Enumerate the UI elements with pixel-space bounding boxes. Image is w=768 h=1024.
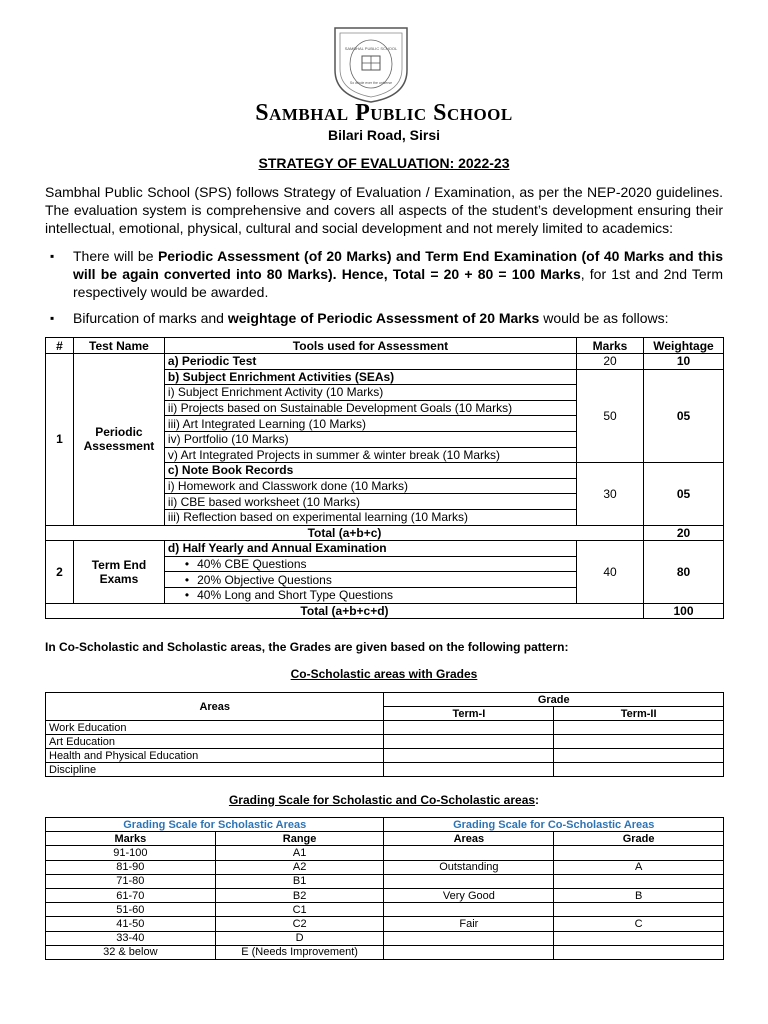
- row-number: 1: [46, 354, 74, 526]
- marks-cell: 91-100: [46, 846, 216, 860]
- marks-cell: 61-70: [46, 888, 216, 902]
- marks-cell: 50: [577, 369, 644, 463]
- table-row: [46, 860, 724, 874]
- table-row: [46, 846, 724, 860]
- scholastic-scale-title: Grading Scale for Scholastic Areas: [46, 818, 384, 832]
- document-title: STRATEGY OF EVALUATION: 2022-23: [258, 155, 510, 171]
- grades-note: In Co-Scholastic and Scholastic areas, the Grades are given based on the following pattern:: [45, 640, 569, 654]
- weightage-cell: 05: [643, 463, 723, 525]
- grade-header: Grade: [554, 832, 724, 846]
- grade-cell: [554, 874, 724, 888]
- bullet-bifurcation: [45, 309, 723, 327]
- grade-cell: [554, 763, 724, 777]
- range-cell: C1: [215, 903, 384, 917]
- grade-cell: A: [554, 860, 724, 874]
- tool-item: iv) Portfolio (10 Marks): [164, 431, 576, 447]
- table-row: [46, 888, 724, 902]
- area-cell: [384, 903, 554, 917]
- marks-cell: 51-60: [46, 903, 216, 917]
- bullet-bold-text: weightage of Periodic Assessment of 20 Marks: [227, 310, 540, 326]
- bullet-text: There will be: [73, 248, 158, 264]
- bullet-marks-scheme: [45, 247, 723, 301]
- col-header: #: [46, 338, 74, 354]
- bullet-text: would be as follows:: [539, 310, 669, 326]
- weightage-cell: 05: [643, 369, 723, 463]
- areas-header: Areas: [384, 832, 554, 846]
- table-row: [46, 874, 724, 888]
- area-cell: [384, 874, 554, 888]
- area-cell: [384, 945, 554, 959]
- bullet-bold-text: Periodic Assessment (of 20 Marks) and Term End Examination (of 40 Marks and this will be again converted into 80 Marks). Hence, Total = 20 + 80 = 100 Marks: [73, 248, 723, 282]
- grade-cell: [384, 721, 554, 735]
- school-crest-icon: [329, 22, 413, 104]
- total-row: [46, 525, 724, 541]
- marks-cell: 41-50: [46, 917, 216, 931]
- coscholastic-title: Co-Scholastic areas with Grades: [290, 667, 478, 681]
- tool-c-title: c) Note Book Records: [164, 463, 576, 479]
- area-cell: Fair: [384, 917, 554, 931]
- marks-cell: 40: [577, 541, 644, 603]
- range-header: Range: [215, 832, 384, 846]
- marks-cell: 20: [577, 354, 644, 370]
- bullet-text: Bifurcation of marks and: [73, 310, 228, 326]
- test-name: Periodic Assessment: [73, 354, 164, 526]
- grade-cell: [554, 945, 724, 959]
- school-address: Bilari Road, Sirsi: [327, 127, 441, 143]
- col-header: Marks: [577, 338, 644, 354]
- table-header-row: [46, 693, 724, 707]
- logo-ring-text: SAMBHAL PUBLIC SCHOOL: [344, 46, 398, 51]
- grading-title: [0, 793, 768, 807]
- grade-header: Grade: [384, 693, 724, 707]
- bullet-icon: ▪: [50, 249, 55, 263]
- grade-cell: [554, 749, 724, 763]
- coscholastic-table: [45, 692, 724, 777]
- bullet-text: , for 1st and 2nd Term respectively would be awarded.: [73, 266, 723, 300]
- range-cell: B1: [215, 874, 384, 888]
- evaluation-table: [45, 337, 724, 619]
- tool-item: • 20% Objective Questions: [164, 572, 576, 588]
- total-value: 20: [643, 525, 723, 541]
- tool-item: v) Art Integrated Projects in summer & winter break (10 Marks): [164, 447, 576, 463]
- tool-item: iii) Reflection based on experimental learning (10 Marks): [164, 509, 576, 525]
- range-cell: D: [215, 931, 384, 945]
- tool-d-title: d) Half Yearly and Annual Examination: [164, 541, 576, 557]
- term1-header: Term-I: [384, 707, 554, 721]
- tool-item: ii) CBE based worksheet (10 Marks): [164, 494, 576, 510]
- total-label: Total (a+b+c+d): [46, 603, 644, 619]
- table-header-row: [46, 338, 724, 354]
- table-row: [46, 917, 724, 931]
- intro-paragraph: Sambhal Public School (SPS) follows Strategy of Evaluation / Examination, as per the NEP-2020 guidelines. The evaluation system is comprehensive and covers all aspects of the student’s development ensuring their intellectual, emotional, physical, cultural and social development and not merely limited to academics:: [45, 184, 723, 236]
- range-cell: E (Needs Improvement): [215, 945, 384, 959]
- table-row: [46, 903, 724, 917]
- school-name: Sambhal Public School: [255, 100, 513, 126]
- grade-cell: [554, 721, 724, 735]
- grade-cell: [554, 846, 724, 860]
- total-label: Total (a+b+c): [46, 525, 644, 541]
- area-name: Work Education: [46, 721, 384, 735]
- range-cell: A2: [215, 860, 384, 874]
- table-row: [46, 735, 724, 749]
- marks-cell: 30: [577, 463, 644, 525]
- range-cell: B2: [215, 888, 384, 902]
- test-name: Term End Exams: [73, 541, 164, 603]
- coscholastic-scale-title: Grading Scale for Co-Scholastic Areas: [384, 818, 724, 832]
- table-header-row: [46, 818, 724, 832]
- row-number: 2: [46, 541, 74, 603]
- tool-item: ii) Projects based on Sustainable Development Goals (10 Marks): [164, 400, 576, 416]
- table-row: [46, 721, 724, 735]
- bullet-icon: ▪: [50, 311, 55, 325]
- grade-cell: [384, 763, 554, 777]
- tool-a-title: a) Periodic Test: [164, 354, 576, 370]
- school-logo: [329, 22, 413, 104]
- table-row: [46, 931, 724, 945]
- grade-cell: [384, 749, 554, 763]
- total-row: [46, 603, 724, 619]
- marks-header: Marks: [46, 832, 216, 846]
- table-row: [46, 763, 724, 777]
- table-row: [46, 945, 724, 959]
- total-value: 100: [643, 603, 723, 619]
- tool-item: i) Homework and Classwork done (10 Marks): [164, 478, 576, 494]
- tool-b-title: b) Subject Enrichment Activities (SEAs): [164, 369, 576, 385]
- area-name: Discipline: [46, 763, 384, 777]
- term2-header: Term-II: [554, 707, 724, 721]
- grade-cell: [554, 735, 724, 749]
- area-cell: Very Good: [384, 888, 554, 902]
- area-name: Art Education: [46, 735, 384, 749]
- grade-cell: C: [554, 917, 724, 931]
- range-cell: C2: [215, 917, 384, 931]
- table-row: [46, 541, 724, 557]
- grade-cell: [384, 735, 554, 749]
- weightage-cell: 10: [643, 354, 723, 370]
- area-name: Health and Physical Education: [46, 749, 384, 763]
- grading-title-suffix: :: [535, 793, 540, 807]
- tool-item: • 40% Long and Short Type Questions: [164, 587, 576, 603]
- area-cell: [384, 846, 554, 860]
- marks-cell: 32 & below: [46, 945, 216, 959]
- marks-cell: 33-40: [46, 931, 216, 945]
- weightage-cell: 80: [643, 541, 723, 603]
- table-row: [46, 749, 724, 763]
- tool-item: • 40% CBE Questions: [164, 556, 576, 572]
- logo-motto: So whole ever the universe: [349, 81, 393, 85]
- area-cell: Outstanding: [384, 860, 554, 874]
- grade-cell: B: [554, 888, 724, 902]
- tool-item: iii) Art Integrated Learning (10 Marks): [164, 416, 576, 432]
- col-header: Tools used for Assessment: [164, 338, 576, 354]
- table-row: [46, 354, 724, 370]
- area-cell: [384, 931, 554, 945]
- table-header-row: [46, 832, 724, 846]
- tool-item: i) Subject Enrichment Activity (10 Marks): [164, 385, 576, 401]
- grade-cell: [554, 903, 724, 917]
- range-cell: A1: [215, 846, 384, 860]
- col-header: Weightage: [643, 338, 723, 354]
- grading-title-text: Grading Scale for Scholastic and Co-Scholastic areas: [228, 793, 536, 807]
- col-header: Test Name: [73, 338, 164, 354]
- marks-cell: 71-80: [46, 874, 216, 888]
- grading-table: [45, 817, 724, 960]
- grade-cell: [554, 931, 724, 945]
- marks-cell: 81-90: [46, 860, 216, 874]
- areas-header: Areas: [46, 693, 384, 721]
